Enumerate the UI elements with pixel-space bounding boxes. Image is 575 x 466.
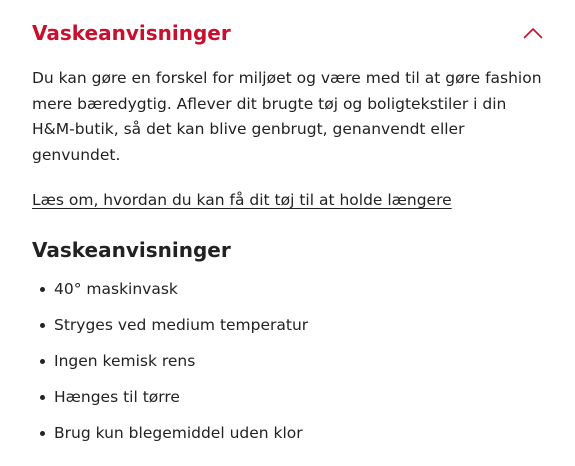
list-item-label: Hænges til tørre bbox=[54, 388, 180, 406]
bullet-icon bbox=[40, 395, 45, 400]
care-heading: Vaskeanvisninger bbox=[32, 238, 231, 262]
bullet-icon bbox=[40, 323, 45, 328]
accordion-title: Vaskeanvisninger bbox=[32, 21, 231, 45]
list-item-label: Ingen kemisk rens bbox=[54, 352, 196, 370]
list-item bbox=[32, 276, 308, 312]
list-item bbox=[32, 384, 308, 420]
chevron-up-icon[interactable] bbox=[522, 26, 544, 40]
list-item-label: Stryges ved medium temperatur bbox=[54, 316, 309, 334]
accordion-header[interactable] bbox=[32, 18, 544, 48]
care-instructions-list bbox=[32, 276, 308, 456]
list-item-label: 40° maskinvask bbox=[54, 280, 178, 298]
bullet-icon bbox=[40, 431, 45, 436]
list-item bbox=[32, 312, 308, 348]
bullet-icon bbox=[40, 359, 45, 364]
list-item bbox=[32, 420, 308, 456]
list-item bbox=[32, 348, 308, 384]
garment-care-link[interactable]: Læs om, hvordan du kan få dit tøj til at holde længere bbox=[32, 191, 452, 209]
list-item-label: Brug kun blegemiddel uden klor bbox=[54, 424, 303, 442]
intro-text: Du kan gøre en forskel for miljøet og være med til at gøre fashion mere bæredygtig. Aflever dit brugte tøj og boligtekstiler i din H&M-butik, så det kan blive genbrugt, genanvendt eller genvundet. bbox=[32, 69, 542, 164]
bullet-icon bbox=[40, 287, 45, 292]
